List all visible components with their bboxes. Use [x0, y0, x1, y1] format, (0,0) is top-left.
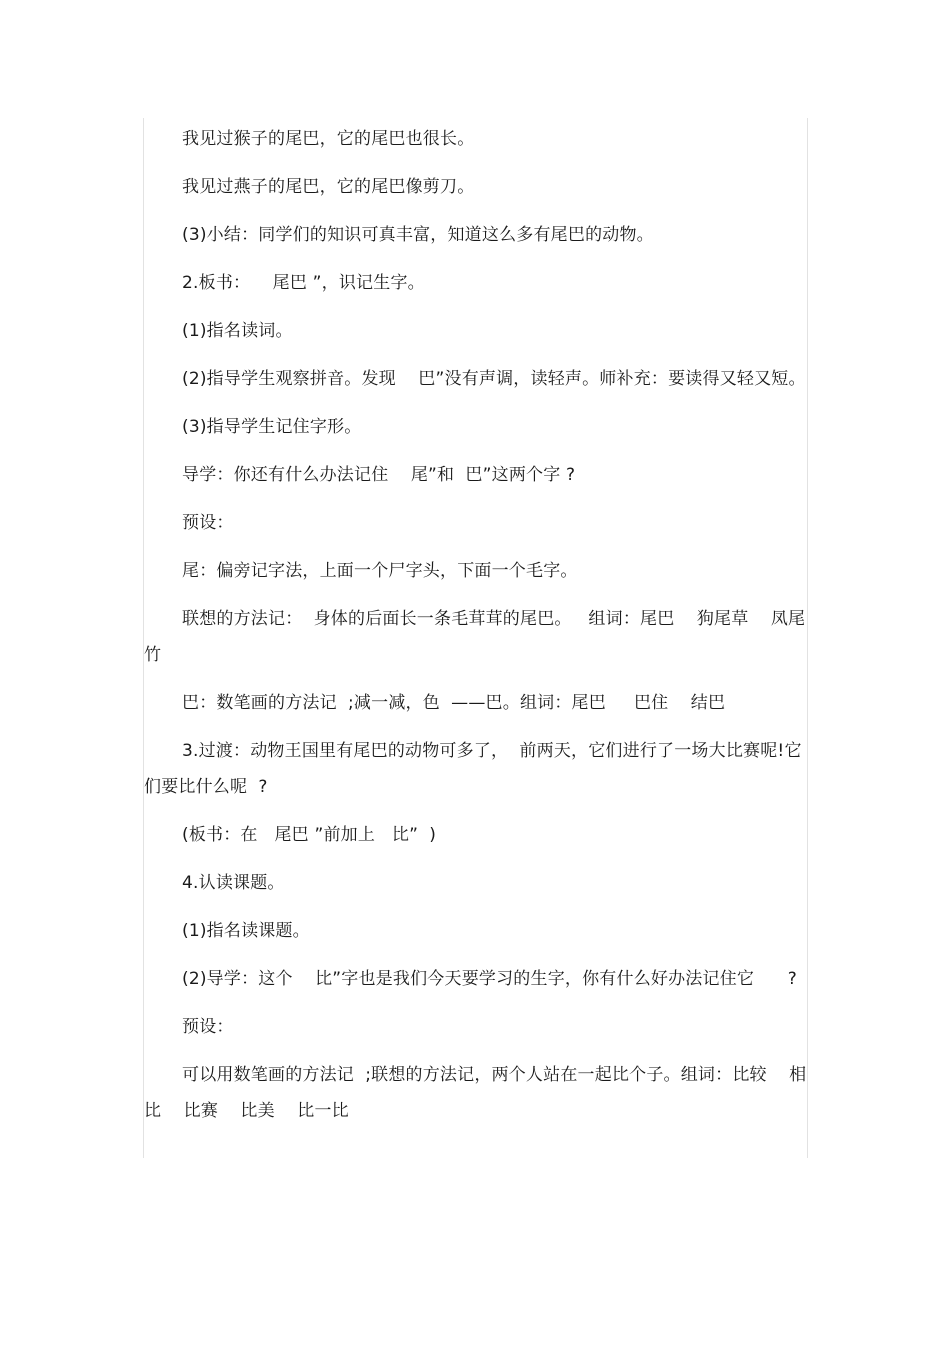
paragraph-read-word: (1)指名读词。	[182, 321, 293, 341]
paragraph-transition: 3.过渡：动物王国里有尾巴的动物可多了， 前两天，它们进行了一场大比赛呢!它们要比什么呢 ?	[144, 741, 802, 797]
paragraph-summary: (3)小结：同学们的知识可真丰富，知道这么多有尾巴的动物。	[182, 225, 654, 245]
paragraph-swallow-tail: 我见过燕子的尾巴，它的尾巴像剪刀。	[182, 177, 475, 197]
document-body	[144, 121, 808, 1141]
paragraph-bi-question: (2)导学：这个 比”字也是我们今天要学习的生字，你有什么好办法记住它 ?	[182, 969, 797, 989]
paragraph-name-read-title: (1)指名读课题。	[182, 921, 310, 941]
paragraph-character-shape: (3)指导学生记住字形。	[182, 417, 362, 437]
paragraph-wei-radical: 尾：偏旁记字法，上面一个尸字头，下面一个毛字。	[182, 561, 578, 581]
paragraph-preset-1: 预设：	[182, 513, 234, 533]
paragraph-association-method: 联想的方法记： 身体的后面长一条毛茸茸的尾巴。 组词：尾巴 狗尾草 凤尾竹	[144, 609, 806, 665]
paragraph-blackboard-bi: (板书：在 尾巴 ”前加上 比” )	[182, 825, 437, 845]
paragraph-guide-question: 导学：你还有什么办法记住 尾”和 巴”这两个字 ?	[182, 465, 576, 485]
paragraph-preset-2: 预设：	[182, 1017, 234, 1037]
paragraph-read-title: 4.认读课题。	[182, 873, 285, 893]
paragraph-monkey-tail: 我见过猴子的尾巴，它的尾巴也很长。	[182, 129, 475, 149]
paragraph-pinyin-observation: (2)指导学生观察拼音。发现 巴”没有声调，读轻声。师补充：要读得又轻又短。	[182, 369, 806, 389]
paragraph-blackboard-weiba: 2.板书： 尾巴 ”，识记生字。	[182, 273, 425, 293]
paragraph-ba-strokes: 巴：数笔画的方法记 ;减一减，色 ——巴。组词：尾巴 巴住 结巴	[182, 693, 726, 713]
paragraph-bi-methods: 可以用数笔画的方法记 ;联想的方法记，两个人站在一起比个子。组词：比较 相比 比赛 比美 比一比	[144, 1065, 807, 1121]
